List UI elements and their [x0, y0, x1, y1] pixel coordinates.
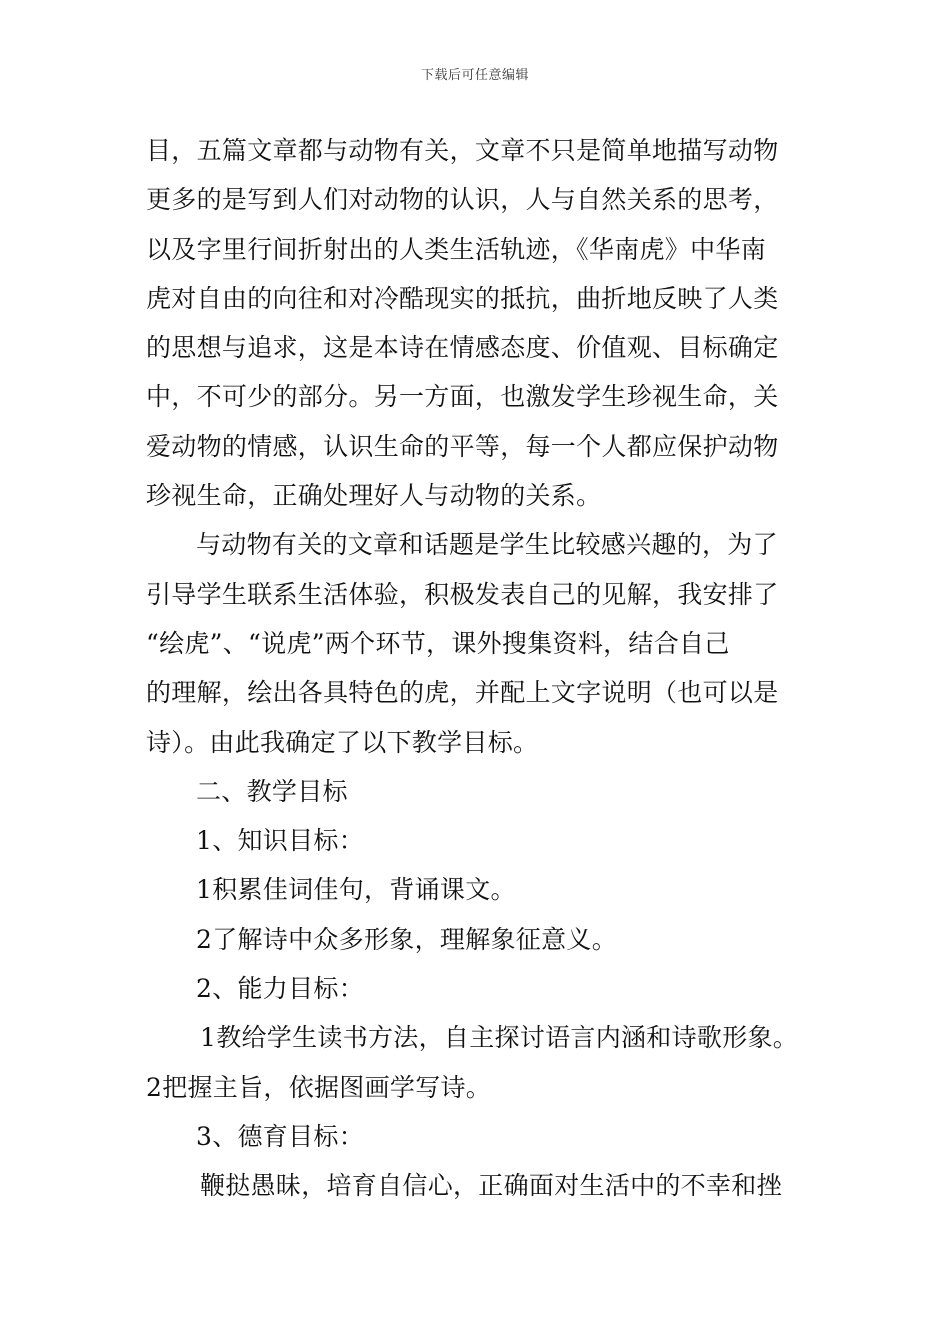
text-line: 中，不可少的部分。另一方面，也激发学生珍视生命，关	[146, 382, 779, 412]
subsection-heading: 3、德育目标：	[196, 1121, 365, 1151]
paragraph-start-line: 与动物有关的文章和话题是学生比较感兴趣的，为了	[196, 530, 778, 560]
page-header: 下载后可任意编辑	[420, 68, 529, 83]
text-line: “绘虎”、“说虎”两个环节，课外搜集资料，结合自己	[146, 628, 730, 658]
list-item: 1积累佳词佳句，背诵课文。	[196, 875, 516, 905]
text-line: 的理解，绘出各具特色的虎，并配上文字说明（也可以是	[146, 678, 779, 708]
list-item: 1教给学生读书方法，自主探讨语言内涵和诗歌形象。	[200, 1023, 799, 1053]
text-line: 的思想与追求，这是本诗在情感态度、价值观、目标确定	[146, 333, 779, 363]
document-body	[146, 126, 810, 1211]
text-line: 虎对自由的向往和对冷酷现实的抵抗，曲折地反映了人类	[146, 283, 779, 313]
text-line: 诗）。由此我确定了以下教学目标。	[146, 727, 539, 757]
text-line: 目，五篇文章都与动物有关，文章不只是简单地描写动物	[146, 136, 779, 165]
text-line: 爱动物的情感，认识生命的平等，每一个人都应保护动物	[146, 431, 779, 461]
subsection-heading: 2、能力目标：	[196, 974, 365, 1004]
section-heading: 二、教学目标	[196, 776, 348, 806]
subsection-heading: 1、知识目标：	[196, 826, 365, 856]
text-line: 鞭挞愚昧，培育自信心，正确面对生活中的不幸和挫	[200, 1171, 782, 1201]
text-line: 引导学生联系生活体验，积极发表自己的见解，我安排了	[146, 579, 779, 609]
list-item: 2了解诗中众多形象，理解象征意义。	[196, 924, 618, 954]
text-line: 更多的是写到人们对动物的认识，人与自然关系的思考，	[146, 185, 779, 215]
text-line: 以及字里行间折射出的人类生活轨迹，《华南虎》中华南	[146, 234, 767, 264]
text-line: 珍视生命，正确处理好人与动物的关系。	[146, 481, 602, 511]
list-item: 2把握主旨，依据图画学写诗。	[146, 1072, 492, 1102]
